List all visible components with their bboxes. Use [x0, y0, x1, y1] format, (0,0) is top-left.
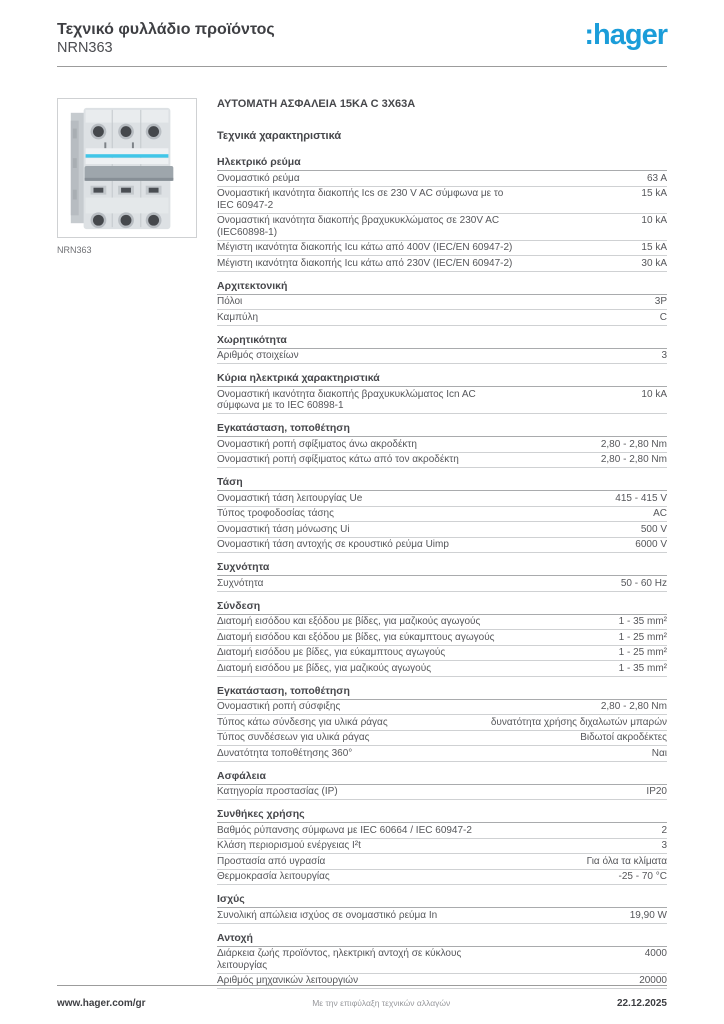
spec-label: Ονομαστική τάση λειτουργίας Ue [217, 492, 363, 504]
spec-label: Δυνατότητα τοποθέτησης 360° [217, 747, 353, 759]
spec-label: Ονομαστική ροπή σφίξιματος άνω ακροδέκτη [217, 438, 417, 450]
doc-title-block [57, 20, 275, 57]
spec-value: AC [653, 508, 667, 519]
spec-section [217, 422, 667, 468]
spec-row [217, 731, 667, 747]
section-title: Ασφάλεια [217, 770, 667, 785]
spec-label: Ονομαστική ικανότητα διακοπής Ics σε 230 V AC σύμφωνα με το IEC 60947-2 [217, 188, 504, 211]
product-title: ΑΥΤΟΜΑΤΗ ΑΣΦΑΛΕΙΑ 15KA C 3X63A [217, 98, 416, 110]
spec-value: 1 - 35 mm² [618, 662, 667, 674]
section-title: Σύνδεση [217, 600, 667, 615]
spec-label: Θερμοκρασία λειτουργίας [217, 871, 330, 882]
spec-row [217, 870, 667, 886]
section-title: Χωρητικότητα [217, 334, 667, 349]
spec-value: 2,80 - 2,80 Nm [600, 454, 667, 465]
spec-label: Τύπος συνδέσεων για υλικά ράγας [217, 732, 370, 743]
section-title: Ηλεκτρικό ρεύμα [217, 156, 667, 171]
spec-label: Ονομαστική ροπή σύσφιξης [217, 701, 341, 712]
section-title: Τάση [217, 476, 667, 491]
spec-value: 63 A [646, 172, 667, 184]
spec-row [217, 349, 667, 365]
spec-value: 15 kA [641, 242, 667, 253]
doc-title: Τεχνικό φυλλάδιο προϊόντος [57, 21, 275, 38]
spec-value: 30 kA [641, 257, 667, 269]
spec-label: Ονομαστική ροπή σφίξιματος κάτω από τον ακροδέκτη [217, 454, 459, 465]
spec-value: 10 kA [641, 388, 667, 400]
spec-value: Βιδωτοί ακροδέκτες [580, 732, 667, 743]
spec-value: 50 - 60 Hz [620, 577, 667, 589]
spec-label: Βαθμός ρύπανσης σύμφωνα με IEC 60664 / IEC 60947-2 [217, 824, 472, 836]
spec-row [217, 310, 667, 326]
section-title: Κύρια ηλεκτρικά χαρακτηριστικά [217, 372, 667, 387]
page-header [57, 20, 667, 57]
spec-row [217, 700, 667, 716]
spec-row [217, 241, 667, 257]
section-title: Αντοχή [217, 932, 667, 947]
spec-label: Ονομαστική ικανότητα διακοπής βραχυκυκλώματος σε 230V AC (IEC60898-1) [217, 215, 500, 238]
spec-row [217, 715, 667, 731]
spec-label: Αριθμός μηχανικών λειτουργιών [217, 975, 359, 986]
spec-value: 1 - 25 mm² [618, 631, 667, 643]
spec-label: Διατομή εισόδου με βίδες, για μαζικούς αγωγούς [217, 662, 432, 674]
spec-row [217, 453, 667, 469]
spec-sections [217, 156, 667, 989]
spec-row [217, 437, 667, 453]
spec-value: Ναι [651, 747, 667, 759]
spec-section [217, 685, 667, 762]
spec-row [217, 522, 667, 538]
spec-row [217, 295, 667, 311]
product-reference: NRN363 [57, 40, 113, 56]
spec-value: 10 kA [641, 215, 667, 226]
spec-value: 3 [661, 350, 667, 361]
product-image-column [57, 98, 197, 989]
spec-value: 2,80 - 2,80 Nm [600, 701, 667, 712]
spec-section [217, 808, 667, 885]
spec-label: Διάρκεια ζωής προϊόντος, ηλεκτρική αντοχή σε κύκλους λειτουργίας [217, 948, 462, 971]
product-image [57, 98, 197, 238]
spec-value: 20000 [639, 975, 667, 986]
spec-section [217, 600, 667, 677]
spec-row [217, 785, 667, 801]
hager-logo: :hager [584, 19, 667, 51]
spec-row [217, 576, 667, 592]
spec-row [217, 908, 667, 924]
spec-label: Ονομαστική τάση μόνωσης Ui [217, 523, 350, 535]
spec-label: Ονομαστική τάση αντοχής σε κρουστικό ρεύμα Uimp [217, 539, 449, 550]
spec-section [217, 932, 667, 990]
footer-disclaimer: Με την επιφύλαξη τεχνικών αλλαγών [312, 998, 451, 1008]
spec-section [217, 476, 667, 553]
section-title: Εγκατάσταση, τοποθέτηση [217, 685, 667, 700]
section-title: Ισχύς [217, 893, 667, 908]
spec-row [217, 947, 667, 974]
spec-label: Μέγιστη ικανότητα διακοπής Icu κάτω από 230V (IEC/EN 60947-2) [217, 257, 513, 269]
spec-value: 1 - 25 mm² [618, 647, 667, 658]
spec-value: 3 [661, 840, 667, 851]
spec-label: Συχνότητα [217, 577, 264, 589]
spec-label: Τύπος κάτω σύνδεσης για υλικά ράγας [217, 716, 388, 728]
spec-value: δυνατότητα χρήσης διχαλωτών μπαρών [490, 716, 667, 728]
spec-section [217, 334, 667, 365]
spec-label: Διατομή εισόδου και εξόδου με βίδες, για μαζικούς αγωγούς [217, 616, 481, 627]
spec-row [217, 661, 667, 677]
content [57, 98, 667, 989]
spec-label: Καμπύλη [217, 311, 259, 323]
spec-row [217, 746, 667, 762]
spec-section [217, 280, 667, 326]
footer-website-link[interactable]: www.hager.com/gr [57, 998, 146, 1009]
spec-row [217, 839, 667, 855]
header-divider [57, 66, 667, 67]
spec-label: Διατομή εισόδου με βίδες, για εύκαμπτους αγωγούς [217, 647, 446, 658]
section-title: Αρχιτεκτονική [217, 280, 667, 295]
product-image-caption: NRN363 [57, 245, 92, 255]
spec-section [217, 893, 667, 924]
spec-value: 1 - 35 mm² [618, 616, 667, 627]
spec-row [217, 823, 667, 839]
spec-row [217, 491, 667, 507]
spec-label: Αριθμός στοιχείων [217, 350, 299, 361]
spec-value: C [659, 311, 667, 323]
spec-value: 3P [654, 296, 667, 307]
spec-value: 2 [661, 824, 667, 836]
spec-row [217, 214, 667, 241]
spec-row [217, 387, 667, 414]
spec-section [217, 372, 667, 414]
spec-row [217, 187, 667, 214]
spec-value: -25 - 70 °C [618, 871, 667, 882]
section-title: Συχνότητα [217, 561, 667, 576]
spec-label: Προστασία από υγρασία [217, 855, 326, 867]
spec-label: Διατομή εισόδου και εξόδου με βίδες, για εύκαμπτους αγωγούς [217, 631, 495, 643]
footer-date: 22.12.2025 [616, 998, 667, 1009]
spec-row [217, 538, 667, 554]
spec-label: Πόλοι [217, 296, 243, 307]
spec-label: Μέγιστη ικανότητα διακοπής Icu κάτω από 400V (IEC/EN 60947-2) [217, 242, 513, 253]
spec-label: Ονομαστική ικανότητα διακοπής βραχυκυκλώματος Icn AC σύμφωνα με το IEC 60898-1 [217, 388, 476, 411]
specs-column [217, 98, 667, 989]
spec-row [217, 507, 667, 523]
spec-value: IP20 [646, 786, 667, 797]
section-title: Συνθήκες χρήσης [217, 808, 667, 823]
spec-section [217, 770, 667, 801]
section-title: Εγκατάσταση, τοποθέτηση [217, 422, 667, 437]
spec-value: 415 - 415 V [615, 492, 667, 504]
page-footer [57, 985, 667, 1009]
spec-value: 6000 V [635, 539, 667, 550]
spec-value: 500 V [640, 523, 667, 535]
spec-label: Τύπος τροφοδοσίας τάσης [217, 508, 334, 519]
spec-value: 19,90 W [629, 909, 667, 921]
spec-value: 4000 [644, 948, 667, 959]
spec-value: 15 kA [641, 188, 667, 199]
spec-section [217, 561, 667, 592]
spec-label: Κατηγορία προστασίας (IP) [217, 786, 338, 797]
spec-row [217, 854, 667, 870]
spec-row [217, 615, 667, 631]
spec-value: Για όλα τα κλίματα [586, 855, 667, 867]
spec-row [217, 171, 667, 187]
specs-heading: Τεχνικά χαρακτηριστικά [217, 130, 342, 142]
spec-row [217, 646, 667, 662]
spec-value: 2,80 - 2,80 Nm [600, 438, 667, 450]
spec-label: Ονομαστικό ρεύμα [217, 172, 300, 184]
spec-section [217, 156, 667, 272]
spec-row [217, 630, 667, 646]
circuit-breaker-illustration [58, 99, 196, 237]
spec-label: Κλάση περιορισμού ενέργειας I²t [217, 840, 361, 851]
spec-label: Συνολική απώλεια ισχύος σε ονομαστικό ρεύμα In [217, 909, 438, 921]
spec-row [217, 256, 667, 272]
